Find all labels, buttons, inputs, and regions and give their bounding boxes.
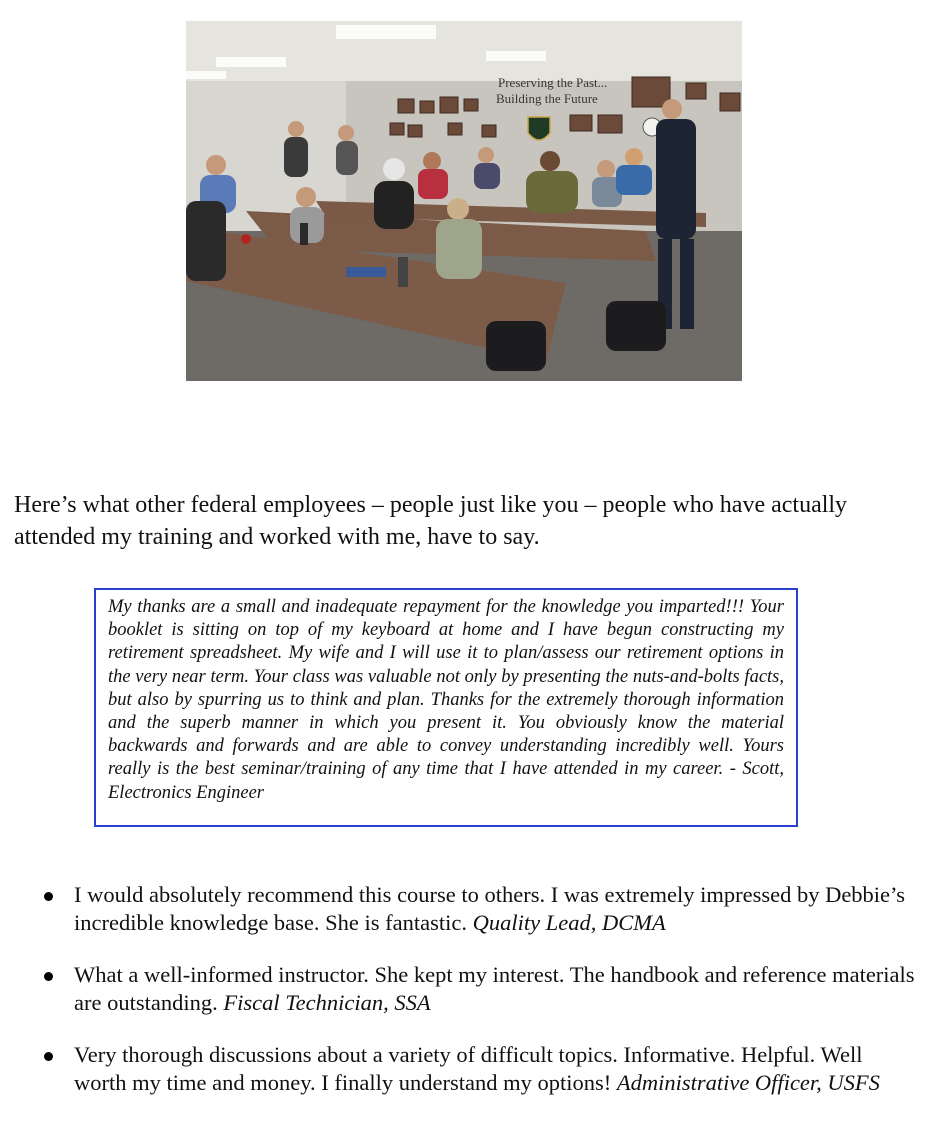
- bullet-icon: [44, 892, 53, 901]
- featured-testimonial-text: My thanks are a small and inadequate repayment for the knowledge you imparted!!! Your booklet is sitting on top of my keyboard at home and I have begun constructing my retirement spreadsheet. My wife and I will use it to plan/assess our retirement options in the very near term. Your class was valuable not only by presenting the nuts-and-bolts facts, but also by spurring us to think and plan. Thanks for the extremely thorough information and the superb manner in which you present it. You obviously know the material backwards and forwards and are able to convey understanding incredibly well. Yours really is the best seminar/training of any time that I have attended in my career. - Scott, Electronics Engineer: [108, 597, 784, 803]
- featured-testimonial-box: [94, 588, 798, 827]
- testimonial-text: Very thorough discussions about a variety of difficult topics. Informative. Helpful. Well worth my time and money. I finally understand my options!: [74, 1042, 863, 1095]
- classroom-photo: [186, 21, 742, 381]
- testimonial-list: [40, 881, 920, 1121]
- bullet-icon: [44, 1052, 53, 1061]
- testimonial-attribution: Fiscal Technician, SSA: [223, 990, 431, 1015]
- intro-paragraph: Here’s what other federal employees – people just like you – people who have actually attended my training and worked with me, have to say.: [14, 492, 848, 550]
- list-item: [40, 1041, 920, 1097]
- testimonial-text: I would absolutely recommend this course to others. I was extremely impressed by Debbie’s incredible knowledge base. She is fantastic.: [74, 882, 906, 935]
- wall-sign-line-1: Preserving the Past...: [498, 75, 608, 90]
- wall-sign-line-2: Building the Future: [496, 91, 598, 106]
- testimonial-attribution: Administrative Officer, USFS: [616, 1070, 880, 1095]
- us-forest-service-shield-icon: [528, 117, 550, 140]
- testimonial-attribution: Quality Lead, DCMA: [472, 910, 666, 935]
- classroom-photo-illustration: [186, 21, 742, 381]
- list-item: [40, 881, 920, 937]
- testimonial-text: What a well-informed instructor. She kept my interest. The handbook and reference materials are outstanding.: [74, 962, 915, 1015]
- list-item: [40, 961, 920, 1017]
- bullet-icon: [44, 972, 53, 981]
